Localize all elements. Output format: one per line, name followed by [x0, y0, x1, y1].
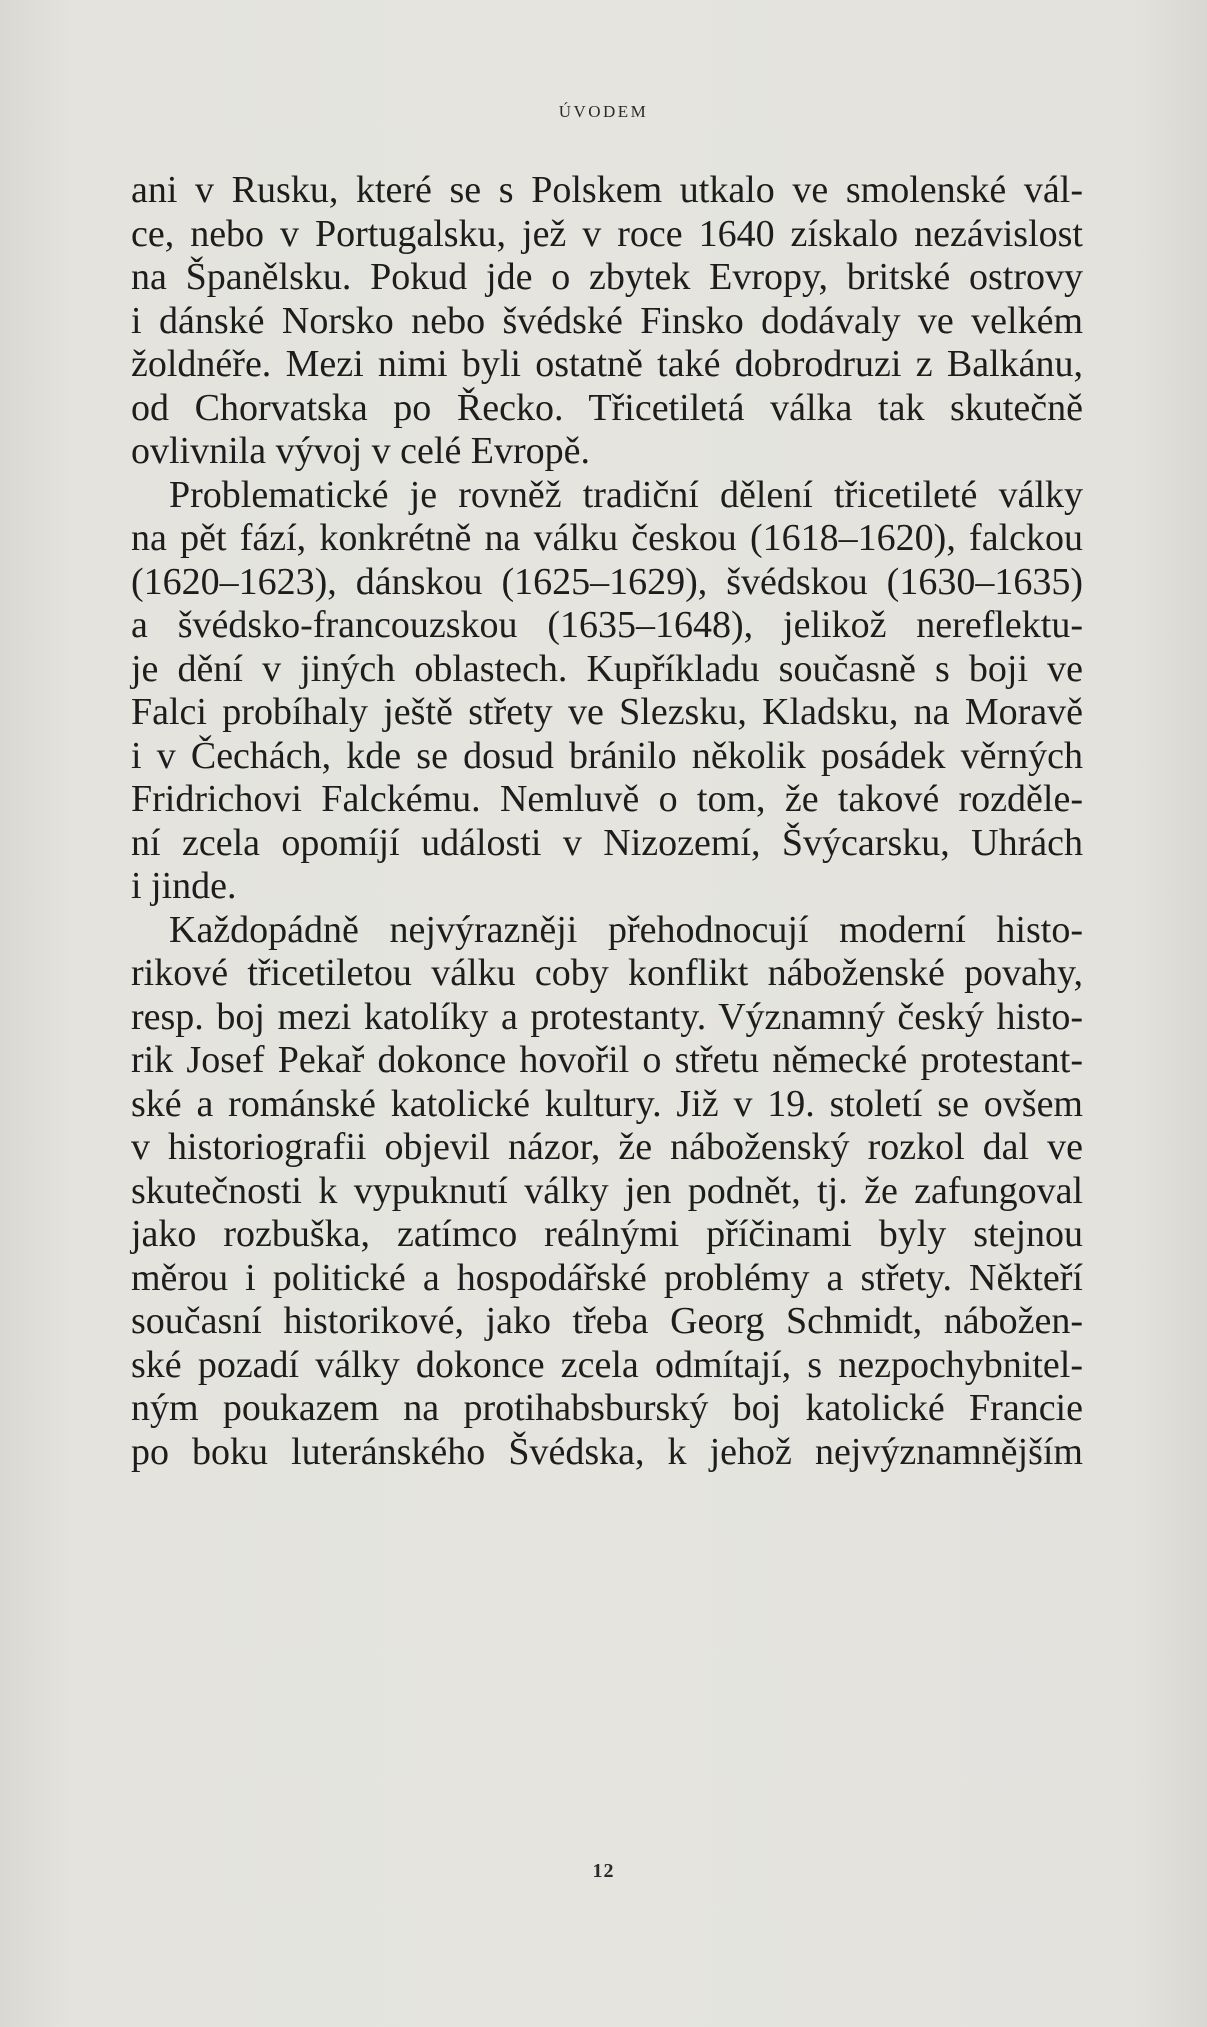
text-line: jako rozbuška, zatímco reálnými příčinami byly stejnou	[131, 1213, 1083, 1255]
text-line: ovlivnila vývoj v celé Evropě.	[131, 430, 591, 472]
text-line: ným poukazem na protihabsburský boj katolické Francie	[131, 1387, 1083, 1429]
text-line: i jinde.	[131, 865, 237, 907]
text-line: v historiografii objevil názor, že náboženský rozkol dal ve	[131, 1126, 1083, 1168]
text-line: ské pozadí války dokonce zcela odmítají, s nezpochybnitel-	[131, 1343, 1083, 1386]
text-line: od Chorvatska po Řecko. Třicetiletá válka tak skutečně	[131, 386, 1083, 429]
text-line: po boku luteránského Švédska, k jehož nejvýznamnějším	[131, 1430, 1083, 1473]
text-line: Fridrichovi Falckému. Nemluvě o tom, že takové rozděle-	[131, 778, 1083, 820]
page-number: 12	[592, 1860, 615, 1882]
paragraph-first-line: Problematické je rovněž tradiční dělení třicetileté války	[169, 473, 1083, 516]
text-line: ani v Rusku, které se s Polskem utkalo ve smolenské vál-	[131, 169, 1083, 211]
text-line: i dánské Norsko nebo švédské Finsko dodávaly ve velkém	[131, 299, 1083, 342]
text-line: měrou i politické a hospodářské problémy a střety. Někteří	[131, 1256, 1083, 1299]
text-line: na Španělsku. Pokud jde o zbytek Evropy, britské ostrovy	[131, 256, 1083, 298]
text-line: skutečnosti k vypuknutí války jen podnět, tj. že zafungoval	[131, 1169, 1083, 1212]
text-line: rik Josef Pekař dokonce hovořil o střetu německé protestant-	[131, 1039, 1083, 1081]
text-line: ní zcela opomíjí události v Nizozemí, Švýcarsku, Uhrách	[131, 821, 1083, 864]
text-line: je dění v jiných oblastech. Kupříkladu současně s boji ve	[131, 647, 1083, 690]
paragraph-first-line: Každopádně nejvýrazněji přehodnocují moderní histo-	[169, 908, 1083, 951]
text-line: a švédsko-francouzskou (1635–1648), jelikož nereflektu-	[131, 604, 1083, 646]
text-line: ce, nebo v Portugalsku, jež v roce 1640 získalo nezávislost	[131, 212, 1083, 255]
text-line: (1620–1623), dánskou (1625–1629), švédskou (1630–1635)	[131, 560, 1083, 603]
text-line: rikové třicetiletou válku coby konflikt náboženské povahy,	[131, 952, 1083, 994]
text-line: ské a románské katolické kultury. Již v 19. století se ovšem	[131, 1082, 1083, 1125]
text-line: na pět fází, konkrétně na válku českou (1618–1620), falckou	[131, 517, 1083, 559]
text-line: žoldnéře. Mezi nimi byli ostatně také dobrodruzi z Balkánu,	[131, 343, 1083, 385]
text-line: resp. boj mezi katolíky a protestanty. Významný český histo-	[131, 995, 1083, 1038]
body-text	[131, 169, 1083, 1474]
text-line: i v Čechách, kde se dosud bránilo několik posádek věrných	[131, 734, 1083, 777]
running-head: ÚVODEM	[558, 102, 649, 121]
text-line: současní historikové, jako třeba Georg Schmidt, nábožen-	[131, 1300, 1083, 1342]
text-line: Falci probíhaly ještě střety ve Slezsku, Kladsku, na Moravě	[131, 691, 1083, 733]
